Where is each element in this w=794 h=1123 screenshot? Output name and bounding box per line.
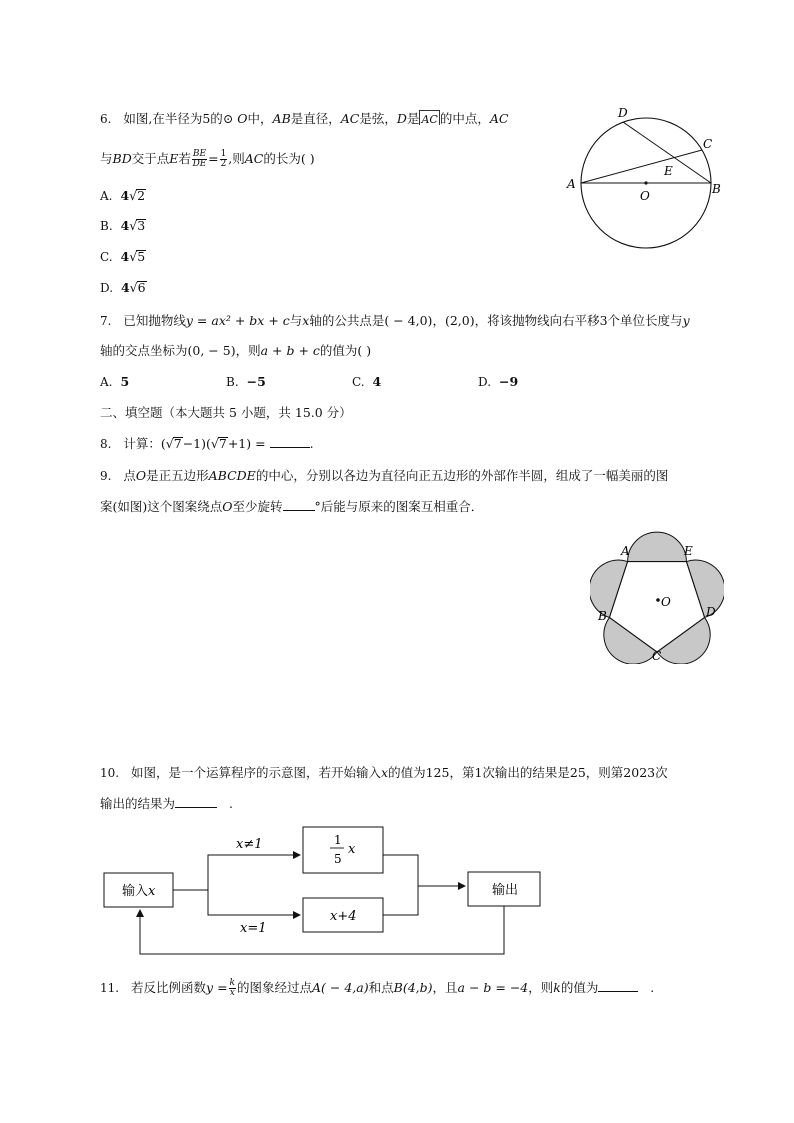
fraction-be-de (192, 150, 207, 169)
q6-text: 是弦， (359, 111, 397, 126)
q11-line (100, 979, 654, 998)
answer-blank[interactable] (175, 807, 217, 808)
label-o: O (661, 595, 671, 609)
branch-bottom-arrow (208, 890, 300, 915)
sqrt-sign: √ (129, 188, 138, 203)
q6-text: 的长为( ) (263, 151, 315, 166)
q8-expr: +1) = (227, 436, 266, 451)
q8-expr: −1)( (182, 436, 211, 451)
q11-text: 和点 (368, 980, 394, 995)
q7-text: ，则 (235, 343, 261, 358)
q11-text: ，则 (528, 980, 554, 995)
q6-circle-figure (560, 100, 730, 250)
q6-var: BD (112, 151, 132, 166)
q9-number: 9. (100, 469, 112, 483)
q7-option-c[interactable] (352, 374, 381, 390)
q6-line2 (100, 150, 315, 169)
q6-text: 若 (178, 151, 191, 166)
option-value: −5 (246, 374, 266, 389)
sqrt-sign: √ (129, 218, 138, 233)
q7-number: 7. (100, 314, 112, 328)
q6-var: E (169, 151, 179, 166)
q6-var: AC (489, 111, 509, 126)
q8-text: 计算： (123, 436, 161, 451)
frac-bot: DE (192, 159, 207, 169)
center-o (656, 598, 660, 602)
option-label: C. (352, 375, 365, 389)
q8-line (100, 436, 314, 452)
sqrt-sign: √ (129, 249, 138, 264)
q7-expression: a + b + c (260, 343, 320, 358)
q6-text: 交于点 (131, 151, 170, 166)
q10-number: 10. (100, 766, 120, 780)
option-label: D. (478, 375, 492, 389)
chord-ac (581, 150, 702, 183)
q6-text: 与 (100, 151, 113, 166)
option-label: A. (100, 375, 113, 389)
q7-option-d[interactable] (478, 374, 518, 390)
q9-text: 案(如图)这个图案绕点 (100, 499, 223, 514)
label-a: A (567, 177, 576, 191)
q6-var: O (237, 111, 248, 126)
box2-label: x+4 (330, 909, 357, 924)
q7-text: 与 (289, 313, 303, 328)
option-coef: 4 (120, 188, 130, 203)
label-d: D (618, 106, 628, 120)
q9-text: 点 (123, 468, 136, 483)
q9-var: O (135, 468, 147, 483)
q6-var: D (396, 111, 407, 126)
q9-var: O (222, 499, 233, 514)
q10-text: 如图，是一个运算程序的示意图，若开始输入 (131, 765, 382, 780)
q10-var: x (381, 765, 389, 780)
q6-text: 是直径， (290, 111, 341, 126)
sqrt-sign: √ (210, 436, 219, 451)
q11-expr: y = (206, 980, 228, 995)
label-a: A (621, 544, 630, 558)
label-c: C (652, 649, 662, 663)
option-coef: 4 (120, 280, 130, 295)
frac-bot: x (229, 988, 235, 998)
q6-text: ,则 (228, 151, 245, 166)
q9-line1 (100, 468, 668, 484)
answer-blank[interactable] (270, 447, 310, 448)
sqrt-sign: √ (129, 280, 138, 295)
merge-lines (383, 855, 418, 915)
q7-var: y (682, 313, 690, 328)
q11-point: B(4,b) (393, 980, 433, 995)
q9-text: 的中心，分别以各边为直径向正五边形的外部作半圆，组成了一幅美丽的图 (255, 468, 669, 483)
cond-one: x=1 (240, 921, 267, 936)
fraction-k-x (229, 979, 236, 998)
label-o: O (640, 189, 650, 203)
multiply-box (303, 827, 383, 873)
label-e: E (684, 544, 693, 558)
output-label: 输出 (492, 883, 519, 898)
q7-line1 (100, 313, 690, 329)
q6-line1 (100, 110, 508, 127)
label-e: E (664, 164, 673, 178)
q8-number: 8. (100, 437, 112, 451)
center-point (644, 181, 647, 184)
box1-denominator: 5 (334, 852, 342, 866)
q7-text: 已知抛物线 (123, 313, 186, 328)
q10-text: . (228, 796, 233, 811)
q9-pentagon-figure (590, 530, 724, 664)
option-radicand: 6 (137, 280, 146, 295)
option-label: D. (100, 281, 114, 295)
q7-option-a[interactable] (100, 374, 129, 390)
fraction-half (220, 150, 228, 169)
q9-text: 是正五边形 (146, 468, 209, 483)
circle-symbol: ⊙ (222, 111, 234, 126)
label-c: C (703, 137, 713, 151)
option-coef: 4 (120, 249, 130, 264)
q8-expr: ( (160, 436, 166, 451)
option-label: B. (226, 375, 239, 389)
q11-number: 11. (100, 981, 120, 995)
q6-option-c[interactable] (100, 249, 146, 265)
input-label: 输入x (122, 884, 156, 899)
option-radicand: 2 (137, 188, 146, 203)
q7-expression: y = ax² + bx + c (185, 313, 290, 328)
q7-option-b[interactable] (226, 374, 266, 390)
q10-text: 的值为125，第1次输出的结果是25，则第2023次 (388, 765, 668, 780)
q6-var: AB (272, 111, 291, 126)
arc-ac: AC (419, 110, 439, 125)
q7-text: 轴的公共点是 (309, 313, 385, 328)
q9-line2 (100, 499, 483, 515)
label-d: D (706, 605, 716, 619)
q11-text: 若反比例函数 (131, 980, 207, 995)
q11-point: A( − 4,a) (312, 980, 369, 995)
q7-text: ，将该抛物线向右平移3个单位长度与 (474, 313, 683, 328)
q11-text: 的图象经过点 (237, 980, 313, 995)
q6-var: AC (244, 151, 264, 166)
q6-option-d[interactable] (100, 280, 147, 296)
option-label: B. (100, 219, 113, 233)
q7-text: 轴的交点坐标为 (100, 343, 188, 358)
sqrt-sign: √ (165, 436, 174, 451)
q7-point: (0, − 5) (187, 343, 236, 358)
option-radicand: 3 (137, 218, 146, 233)
q6-var: AC (340, 111, 360, 126)
answer-blank[interactable] (598, 991, 638, 992)
semicircle (628, 532, 687, 561)
label-b: B (598, 609, 607, 623)
q6-text: 中， (247, 111, 273, 126)
branch-top-arrow (173, 855, 300, 890)
option-value: −9 (498, 374, 519, 389)
answer-blank[interactable] (283, 510, 315, 511)
label-b: B (712, 182, 721, 196)
q7-point: (2,0) (444, 313, 475, 328)
q6-text: 如图,在半径为5的 (123, 111, 223, 126)
q6-option-b[interactable] (100, 218, 146, 234)
q7-point: ( − 4,0) (384, 313, 433, 328)
q11-var: k (553, 980, 561, 995)
q7-var: x (302, 313, 310, 328)
q8-radicand: 7 (173, 436, 182, 451)
frac-bot: 2 (220, 159, 227, 169)
q10-line1 (100, 765, 668, 781)
frac-top: k (229, 978, 236, 988)
q9-text: °后能与原来的图案互相重合． (314, 499, 484, 514)
q8-text: . (309, 436, 314, 451)
q10-line2 (100, 796, 233, 812)
q10-flowchart (100, 822, 550, 962)
q11-text: 的值为 (560, 980, 599, 995)
option-value: 4 (372, 374, 382, 389)
option-label: A. (100, 189, 113, 203)
option-value: 5 (120, 374, 130, 389)
q9-var: ABCDE (208, 468, 256, 483)
option-label: C. (100, 250, 113, 264)
q11-text: ，且 (432, 980, 458, 995)
q7-text: ， (432, 313, 445, 328)
q6-text: 的中点， (439, 111, 490, 126)
q7-text: 的值为( ) (319, 343, 372, 358)
q7-line2 (100, 343, 371, 359)
q6-text: 是 (406, 111, 420, 126)
option-coef: 4 (120, 218, 130, 233)
q11-text: . (650, 980, 655, 995)
box1-numerator: 1 (334, 833, 342, 847)
q11-condition: a − b = −4 (457, 980, 529, 995)
section-heading: 二、填空题（本大题共 5 小题，共 15.0 分） (100, 405, 352, 420)
frac-top: BE (192, 149, 207, 159)
q9-text: 至少旋转 (232, 499, 283, 514)
q6-number: 6. (100, 112, 112, 126)
q6-option-a[interactable] (100, 188, 146, 204)
box1-var: x (348, 842, 356, 857)
frac-top: 1 (220, 149, 227, 159)
option-radicand: 5 (137, 249, 146, 264)
q10-text: 输出的结果为 (100, 796, 176, 811)
equals: = (208, 151, 219, 166)
q8-radicand: 7 (218, 436, 227, 451)
cond-not-one: x≠1 (236, 837, 263, 852)
